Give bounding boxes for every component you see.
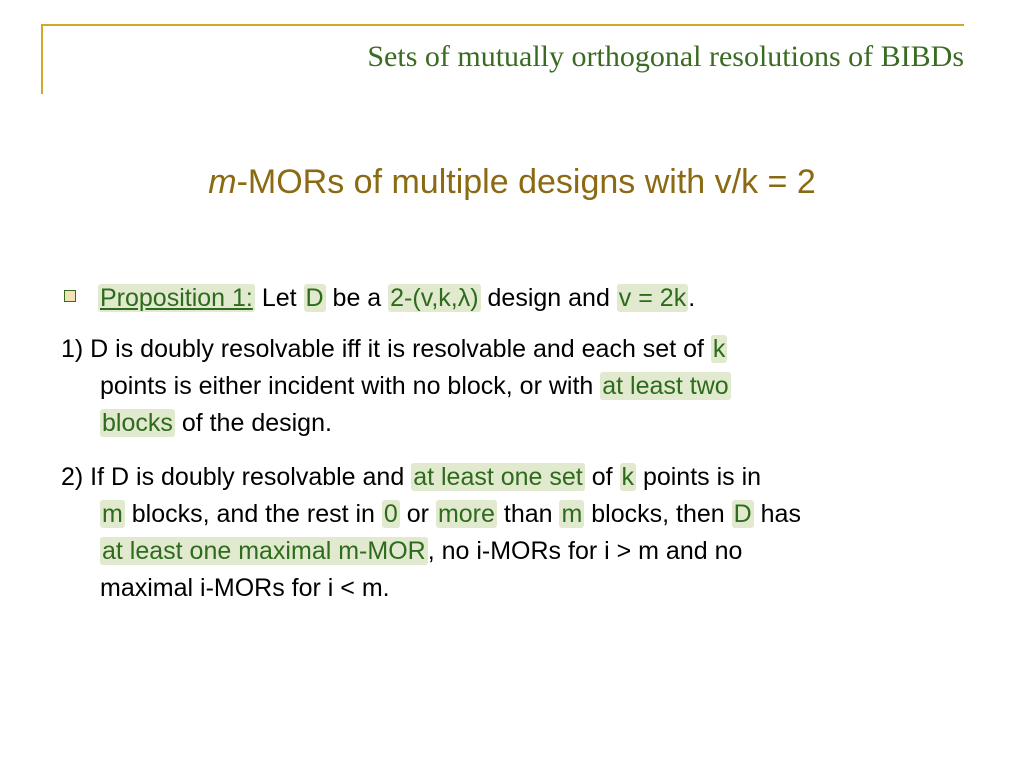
frame-vertical-rule	[41, 24, 43, 94]
item-2-line-3	[61, 533, 961, 570]
highlight-more: more	[437, 500, 495, 528]
slide-title-rest: -MORs of multiple designs with v/k = 2	[236, 163, 816, 201]
item-2-line-1	[61, 459, 961, 496]
design-parameters: 2-(v,k,λ)	[390, 284, 479, 312]
item-1	[61, 331, 961, 442]
slide-title-italic: m	[208, 163, 237, 201]
highlight-D: D	[733, 500, 752, 528]
condition-v-2k: v = 2k	[618, 284, 687, 312]
proposition-line	[64, 280, 695, 317]
highlight-at-least-one-set: at least one set	[413, 463, 583, 491]
text-fragment: points is either incident with no block, or with	[100, 372, 601, 400]
highlight-zero: 0	[383, 500, 398, 528]
highlight-blocks: blocks	[102, 409, 173, 437]
text-fragment: 2) If D is doubly resolvable and	[61, 463, 412, 491]
text-fragment: points is in	[636, 463, 762, 491]
text-fragment: 1) D is doubly resolvable iff it is resolvable and each set of	[61, 335, 711, 363]
text-fragment: , no i-MORs for i > m and no	[427, 537, 743, 565]
design-symbol: D	[305, 284, 324, 312]
highlight-k: k	[712, 335, 726, 363]
frame-horizontal-rule	[41, 24, 964, 26]
item-1-line-2	[61, 368, 961, 405]
slide-title	[0, 163, 1024, 202]
item-2-line-4: maximal i-MORs for i < m.	[100, 574, 390, 602]
text-fragment: blocks, and the rest in	[124, 500, 382, 528]
text-fragment: of the design.	[174, 409, 332, 437]
highlight-maximal-m-mor: at least one maximal m-MOR	[102, 537, 426, 565]
text-fragment: than	[496, 500, 560, 528]
item-1-line-1	[61, 331, 961, 368]
highlight-m: m	[102, 500, 123, 528]
proposition-label: Proposition 1:	[100, 284, 253, 312]
item-1-line-3	[61, 405, 961, 442]
text-fragment: blocks, then	[584, 500, 732, 528]
highlight-k: k	[621, 463, 634, 491]
highlight-m: m	[561, 500, 583, 528]
text-fragment: design and	[480, 284, 617, 312]
item-2-line-2	[61, 496, 961, 533]
highlight-at-least-two: at least two	[602, 372, 729, 400]
text-fragment: be a	[325, 284, 389, 312]
text-fragment: .	[688, 284, 696, 312]
text-fragment: Let	[254, 284, 304, 312]
text-fragment: or	[399, 500, 436, 528]
header-title: Sets of mutually orthogonal resolutions of BIBDs	[367, 40, 964, 73]
text-fragment: of	[584, 463, 620, 491]
item-2	[61, 459, 961, 607]
text-fragment: has	[753, 500, 801, 528]
square-bullet-icon	[64, 290, 76, 302]
